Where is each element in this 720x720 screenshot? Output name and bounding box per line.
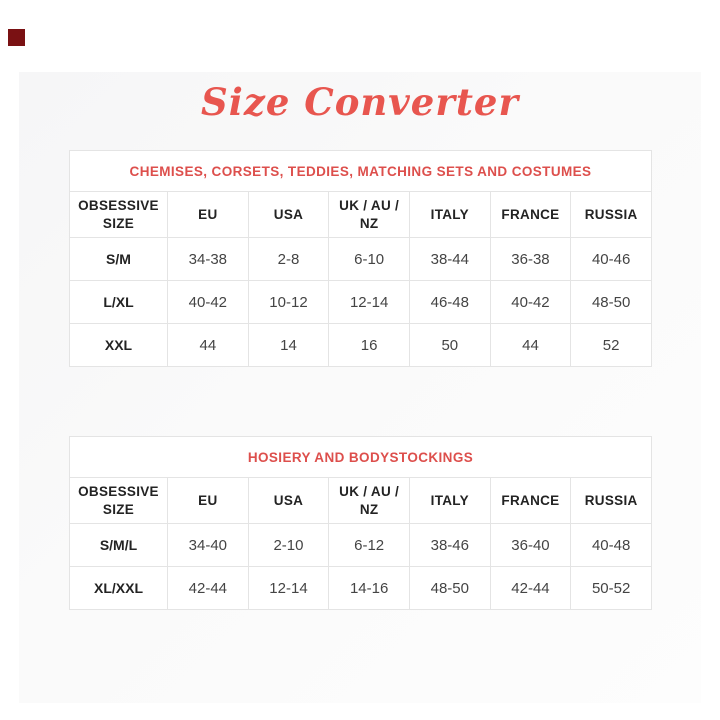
column-header: ITALY [409, 192, 490, 238]
column-header: OBSESSIVE SIZE [70, 478, 168, 524]
table-row [70, 281, 652, 324]
content-card [19, 72, 701, 703]
size-label-cell: S/M/L [70, 524, 168, 567]
size-value-cell: 44 [168, 324, 249, 367]
size-conversion-table [69, 150, 652, 367]
size-value-cell: 12-14 [329, 281, 410, 324]
column-header: OBSESSIVE SIZE [70, 192, 168, 238]
column-header: UK / AU / NZ [329, 192, 410, 238]
column-header: RUSSIA [571, 478, 652, 524]
column-header: RUSSIA [571, 192, 652, 238]
size-value-cell: 44 [490, 324, 571, 367]
size-value-cell: 14-16 [329, 567, 410, 610]
column-header: FRANCE [490, 192, 571, 238]
size-value-cell: 2-10 [248, 524, 329, 567]
table-row [70, 238, 652, 281]
column-header: UK / AU / NZ [329, 478, 410, 524]
page-title: Size Converter [201, 80, 519, 124]
size-value-cell: 10-12 [248, 281, 329, 324]
size-tables-container [69, 150, 652, 610]
size-value-cell: 38-46 [409, 524, 490, 567]
table-title: HOSIERY AND BODYSTOCKINGS [70, 437, 652, 478]
column-header: EU [168, 192, 249, 238]
size-value-cell: 50 [409, 324, 490, 367]
size-label-cell: S/M [70, 238, 168, 281]
table-title: CHEMISES, CORSETS, TEDDIES, MATCHING SETS AND COSTUMES [70, 151, 652, 192]
column-header: USA [248, 478, 329, 524]
size-conversion-table [69, 436, 652, 610]
size-value-cell: 40-48 [571, 524, 652, 567]
size-value-cell: 40-42 [490, 281, 571, 324]
size-label-cell: L/XL [70, 281, 168, 324]
column-header: FRANCE [490, 478, 571, 524]
size-value-cell: 14 [248, 324, 329, 367]
size-label-cell: XL/XXL [70, 567, 168, 610]
size-value-cell: 36-40 [490, 524, 571, 567]
table-row [70, 567, 652, 610]
size-value-cell: 6-12 [329, 524, 410, 567]
size-value-cell: 2-8 [248, 238, 329, 281]
size-value-cell: 48-50 [409, 567, 490, 610]
size-value-cell: 6-10 [329, 238, 410, 281]
size-value-cell: 16 [329, 324, 410, 367]
size-value-cell: 46-48 [409, 281, 490, 324]
size-label-cell: XXL [70, 324, 168, 367]
size-value-cell: 34-40 [168, 524, 249, 567]
corner-marker [8, 29, 25, 46]
size-value-cell: 50-52 [571, 567, 652, 610]
size-value-cell: 48-50 [571, 281, 652, 324]
size-value-cell: 12-14 [248, 567, 329, 610]
size-value-cell: 40-42 [168, 281, 249, 324]
column-header: ITALY [409, 478, 490, 524]
column-header: USA [248, 192, 329, 238]
table-row [70, 524, 652, 567]
size-value-cell: 42-44 [168, 567, 249, 610]
size-value-cell: 42-44 [490, 567, 571, 610]
table-row [70, 324, 652, 367]
size-value-cell: 40-46 [571, 238, 652, 281]
size-value-cell: 38-44 [409, 238, 490, 281]
size-value-cell: 34-38 [168, 238, 249, 281]
size-value-cell: 52 [571, 324, 652, 367]
size-value-cell: 36-38 [490, 238, 571, 281]
column-header: EU [168, 478, 249, 524]
